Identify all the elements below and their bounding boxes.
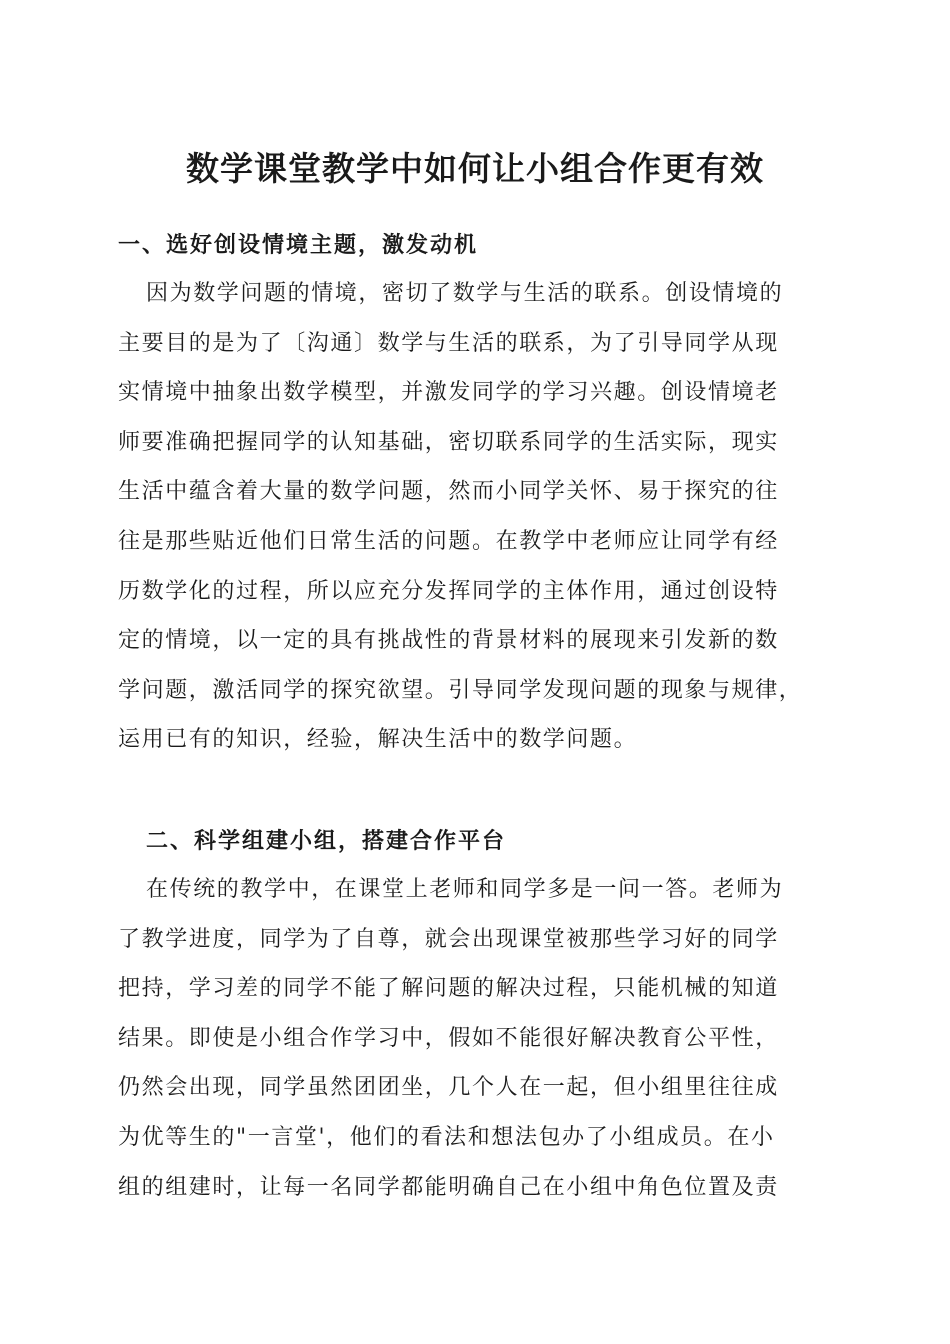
paragraph-line: 因为数学问题的情境，密切了数学与生活的联系。创设情境的	[146, 281, 784, 306]
section-1-paragraph	[118, 279, 838, 775]
paragraph-line: 生活中蕴含着大量的数学问题，然而小同学关怀、易于探究的往	[118, 479, 779, 505]
paragraph-line: 组的组建时，让每一名同学都能明确自己在小组中角色位置及责	[118, 1174, 779, 1200]
paragraph-line: 把持，学习差的同学不能了解问题的解决过程，只能机械的知道	[118, 976, 779, 1002]
paragraph-line: 运用已有的知识，经验，解决生活中的数学问题。	[118, 727, 638, 753]
paragraph-line: 主要目的是为了〔沟通〕数学与生活的联系，为了引导同学从现	[118, 330, 779, 356]
paragraph-line: 师要准确把握同学的认知基础，密切联系同学的生活实际，现实	[118, 429, 779, 455]
paragraph-line: 往是那些贴近他们日常生活的问题。在教学中老师应让同学有经	[118, 528, 779, 554]
paragraph-line: 了教学进度，同学为了自尊，就会出现课堂被那些学习好的同学	[118, 926, 779, 952]
section-heading-2: 二、科学组建小组，搭建合作平台	[146, 828, 507, 854]
paragraph-line: 结果。即使是小组合作学习中，假如不能很好解决教育公平性，	[118, 1025, 779, 1051]
paragraph-line: 在传统的教学中，在课堂上老师和同学多是一问一答。老师为	[146, 877, 784, 902]
section-2-paragraph	[118, 875, 838, 1222]
paragraph-line: 学问题，激活同学的探究欲望。引导同学发现问题的现象与规律，	[118, 677, 803, 703]
paragraph-line: 历数学化的过程，所以应充分发挥同学的主体作用，通过创设特	[118, 578, 779, 604]
paragraph-line: 仍然会出现，同学虽然团团坐，几个人在一起，但小组里往往成	[118, 1075, 779, 1101]
section-heading-1: 一、选好创设情境主题，激发动机	[118, 232, 479, 258]
paragraph-line: 为优等生的"一言堂'，他们的看法和想法包办了小组成员。在小	[118, 1124, 775, 1150]
document-title: 数学课堂教学中如何让小组合作更有效	[186, 149, 764, 188]
paragraph-line: 实情境中抽象出数学模型，并激发同学的学习兴趣。创设情境老	[118, 380, 779, 406]
paragraph-line: 定的情境，以一定的具有挑战性的背景材料的展现来引发新的数	[118, 628, 779, 654]
